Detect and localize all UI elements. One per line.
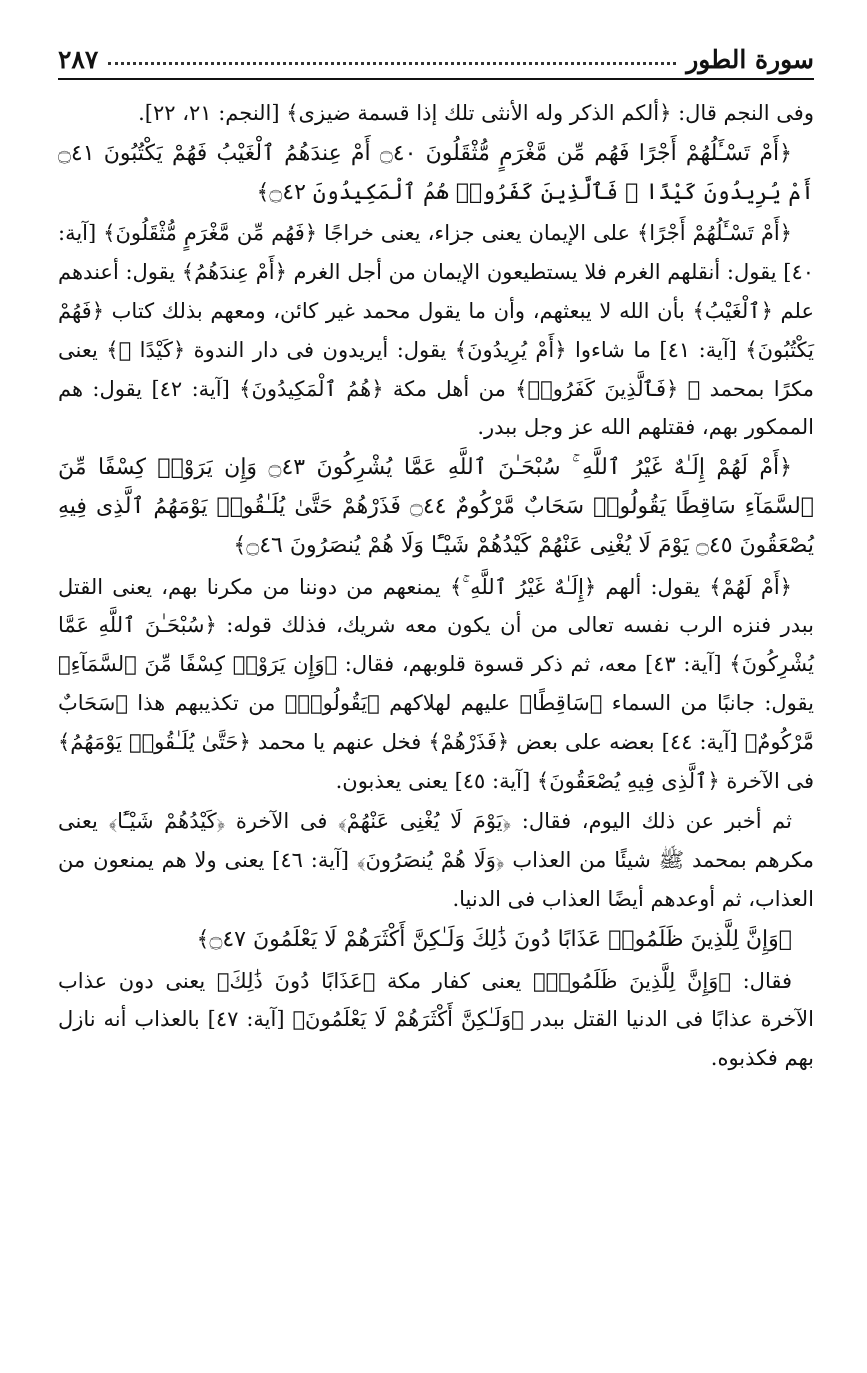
- commentary-paragraph-43-45: ﴿أَمْ لَهُمْ﴾ يقول: ألهم ﴿إِلَـٰهٌ غَيْرُ ٱللَّهِ ۚ﴾ يمنعهم من دوننا من مكرنا بهم، يعنى القتل ببدر فنزه الرب نفسه تعالى من أن يكون معه شريك، فذلك قوله: ﴿سُبْحَـٰنَ ٱللَّهِ عَمَّا يُشْرِكُونَ﴾ [آية: ٤٣] معه، ثم ذكر قسوة قلوبهم، فقال: ﴿وَإِن يَرَوْا۟ كِسْفًا مِّنَ ٱلسَّمَآءِ﴾ يقول: جانبًا من السماء ﴿سَاقِطًا﴾ عليهم لهلاكهم ﴿يَقُولُوا۟﴾ من تكذيبهم هذا ﴿سَحَابٌ مَّرْكُومٌ﴾ [آية: ٤٤] بعضه على بعض ﴿فَذَرْهُمْ﴾ فخل عنهم يا محمد ﴿حَتَّىٰ يُلَـٰقُوا۟ يَوْمَهُمُ﴾ فى الآخرة ﴿ٱلَّذِى فِيهِ يُصْعَقُونَ﴾ [آية: ٤٥] يعنى يعذبون.: [58, 574, 814, 793]
- header-leader-dots: [108, 62, 676, 65]
- verse-block-40-42: ﴿أَمْ تَسْـَٔلُهُمْ أَجْرًا فَهُم مِّن مَّغْرَمٍ مُّثْقَلُونَ ۝٤٠ أَمْ عِندَهُمُ ٱلْغَيْبُ فَهُمْ يَكْتُبُونَ ۝٤١ أَمْ يُرِيدُونَ كَيْدًا ۖ فَٱلَّذِينَ كَفَرُوا۟ هُمُ ٱلْمَكِيدُونَ ۝٤٢﴾: [58, 140, 814, 205]
- verse-block-47: ﴿وَإِنَّ لِلَّذِينَ ظَلَمُوا۟ عَذَابًا دُونَ ذَٰلِكَ وَلَـٰكِنَّ أَكْثَرَهُمْ لَا يَعْلَمُونَ ۝٤٧﴾: [196, 926, 792, 952]
- chapter-title: سورة الطور: [686, 45, 814, 74]
- commentary-paragraph-47: فقال: ﴿وَإِنَّ لِلَّذِينَ ظَلَمُوا۟﴾ يعنى كفار مكة ﴿عَذَابًا دُونَ ذَٰلِكَ﴾ يعنى دون عذاب الآخرة عذابًا فى الدنيا القتل ببدر ﴿وَلَـٰكِنَّ أَكْثَرَهُمْ لَا يَعْلَمُونَ﴾ [آية: ٤٧] بالعذاب أنه نازل بهم فكذبوه.: [58, 968, 814, 1071]
- book-page: [58, 40, 814, 1080]
- intro-paragraph: وفى النجم قال: ﴿ألكم الذكر وله الأنثى تلك إذا قسمة ضيزى﴾ [النجم: ٢١، ٢٢].: [138, 101, 814, 125]
- page-number: ٢٨٧: [58, 45, 99, 74]
- verse-block-43-46: ﴿أَمْ لَهُمْ إِلَـٰهٌ غَيْرُ ٱللَّهِ ۚ سُبْحَـٰنَ ٱللَّهِ عَمَّا يُشْرِكُونَ ۝٤٣ وَإِن يَرَوْا۟ كِسْفًا مِّنَ ٱلسَّمَآءِ سَاقِطًا يَقُولُوا۟ سَحَابٌ مَّرْكُومٌ ۝٤٤ فَذَرْهُمْ حَتَّىٰ يُلَـٰقُوا۟ يَوْمَهُمُ ٱلَّذِى فِيهِ يُصْعَقُونَ ۝٤٥ يَوْمَ لَا يُغْنِى عَنْهُمْ كَيْدُهُمْ شَيْـًٔا وَلَا هُمْ يُنصَرُونَ ۝٤٦﴾: [58, 455, 814, 558]
- commentary-paragraph-46: ثم أخبر عن ذلك اليوم، فقال: ﴿يَوْمَ لَا يُغْنِى عَنْهُمْ﴾ فى الآخرة ﴿كَيْدُهُمْ شَيْـًٔا﴾ يعنى مكرهم بمحمد ﷺ شيئًا من العذاب ﴿وَلَا هُمْ يُنصَرُونَ﴾ [آية: ٤٦] يعنى ولا هم يمنعون من العذاب، ثم أوعدهم أيضًا العذاب فى الدنيا.: [58, 809, 814, 911]
- commentary-paragraph-40-42: ﴿أَمْ تَسْـَٔلُهُمْ أَجْرًا﴾ على الإيمان يعنى جزاء، يعنى خراجًا ﴿فَهُم مِّن مَّغْرَمٍ مُّثْقَلُونَ﴾ [آية: ٤٠] يقول: أنقلهم الغرم فلا يستطيعون الإيمان من أجل الغرم ﴿أَمْ عِندَهُمُ﴾ يقول: أعندهم علم ﴿ٱلْغَيْبُ﴾ بأن الله لا يبعثهم، وأن ما يقول محمد غير كائن، ومعهم بذلك كتاب ﴿فَهُمْ يَكْتُبُونَ﴾ [آية: ٤١] ما شاءوا ﴿أَمْ يُرِيدُونَ﴾ يقول: أيريدون فى دار الندوة ﴿كَيْدًا ۖ﴾ يعنى مكرًا بمحمد ﷺ ﴿فَٱلَّذِينَ كَفَرُوا۟﴾ من أهل مكة ﴿هُمُ ٱلْمَكِيدُونَ﴾ [آية: ٤٢] يقول: هم الممكور بهم، فقتلهم الله عز وجل ببدر.: [58, 221, 814, 440]
- page-body: [58, 94, 814, 1078]
- page-header: [58, 40, 814, 80]
